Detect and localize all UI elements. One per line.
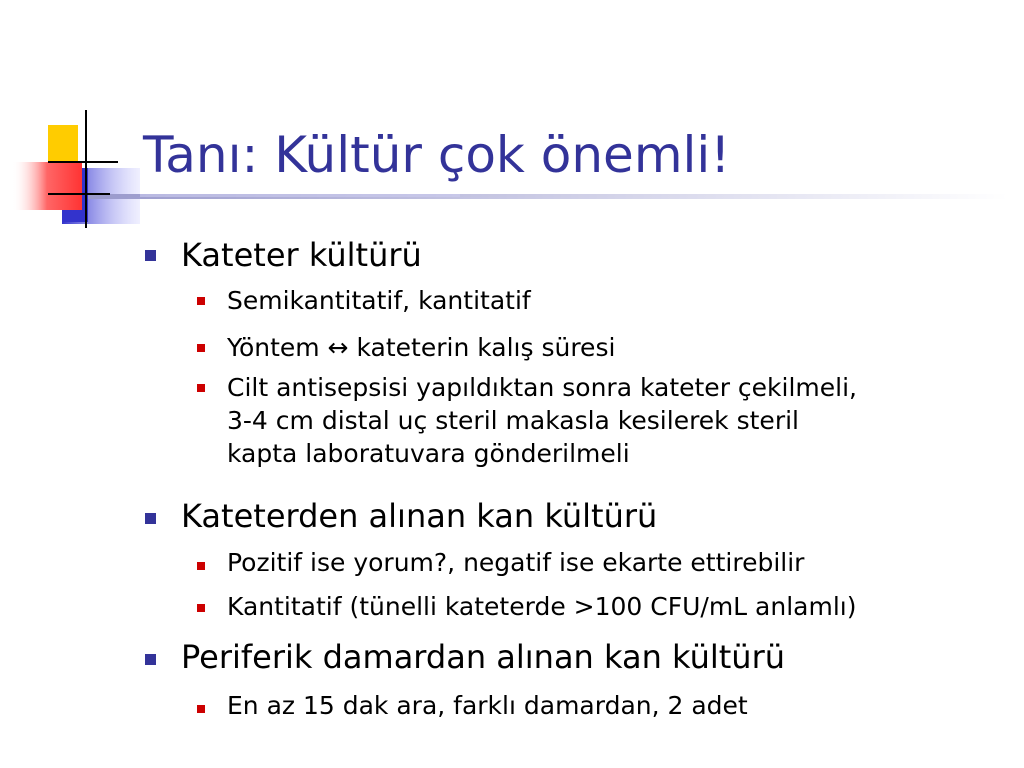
deco-yellow-square (48, 125, 78, 163)
bullet-square-icon (145, 654, 156, 665)
bullet-item-level1: Periferik damardan alınan kan kültürü (181, 638, 786, 676)
double-arrow-icon: ↔ (327, 333, 349, 362)
bullet-square-icon (197, 705, 205, 713)
bullet-item-level2: Kantitatif (tünelli kateterde >100 CFU/mL anlamlı) (227, 592, 857, 621)
bullet-square-icon (197, 562, 205, 570)
deco-red-square (12, 162, 82, 210)
subitem-line: kapta laboratuvara gönderilmeli (227, 439, 630, 468)
bullet-square-icon (145, 250, 156, 261)
bullet-item-level2: Semikantitatif, kantitatif (227, 286, 531, 315)
bullet-item-level2: En az 15 dak ara, farklı damardan, 2 adet (227, 691, 748, 720)
bullet-item-level2 (227, 331, 1007, 364)
bullet-square-icon (145, 513, 156, 524)
subitem-text-before: Yöntem (227, 333, 320, 362)
subitem-line: Cilt antisepsisi yapıldıktan sonra kateter çekilmeli, (227, 373, 857, 402)
subitem-line: 3-4 cm distal uç steril makasla kesilerek steril (227, 406, 799, 435)
bullet-item-level1: Kateter kültürü (181, 236, 422, 274)
bullet-item-level1: Kateterden alınan kan kültürü (181, 497, 658, 535)
bullet-square-icon (197, 604, 205, 612)
subitem-text-after: kateterin kalış süresi (356, 333, 616, 362)
bullet-square-icon (197, 384, 205, 392)
bullet-square-icon (197, 297, 205, 305)
slide-corner-decoration (0, 0, 1024, 240)
slide-title: Tanı: Kültür çok önemli! (143, 126, 731, 184)
bullet-square-icon (197, 344, 205, 352)
bullet-item-level2: Pozitif ise yorum?, negatif ise ekarte ettirebilir (227, 548, 805, 577)
bullet-item-level2-multiline (227, 371, 1007, 470)
